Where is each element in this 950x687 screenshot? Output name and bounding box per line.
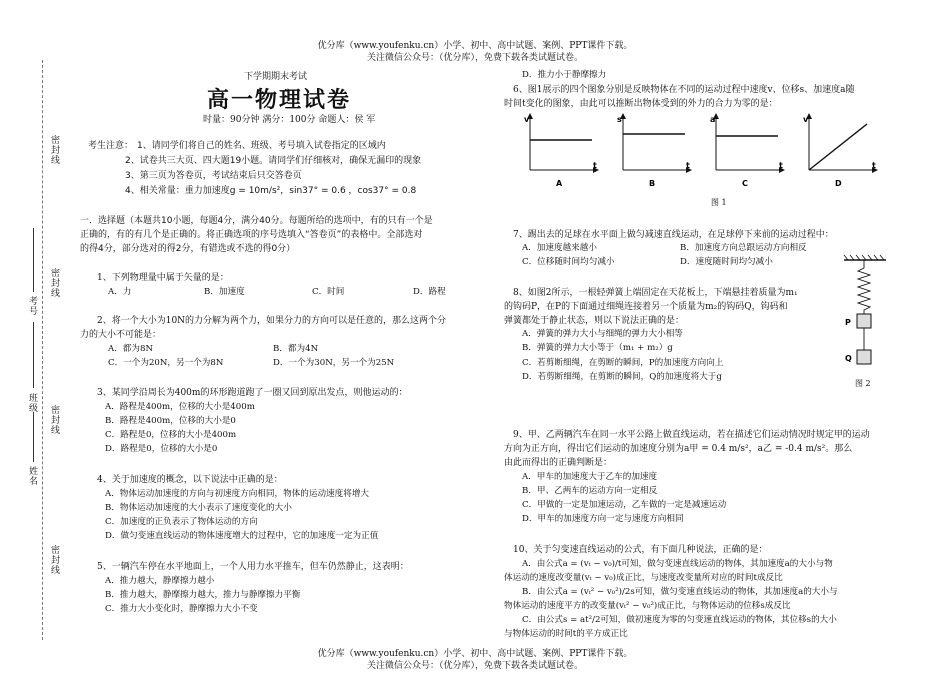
graph-a-label: A [556,179,563,188]
q3-option-c: C．路程是0，位移的大小是400m [105,430,237,440]
q3-option-a: A．路程是400m，位移的大小是400m [105,402,255,412]
seal-label-2: 密封线 [49,268,59,298]
q2-stem-2: 力的大小不可能是： [80,330,162,340]
section1-line-1: 一．选择题（本题共10小题，每题4分，满分40分。每题所给的选项中，有的只有一个是 [80,216,433,226]
q4-stem: 4、关于加速度的概念，以下说法中正确的是： [97,475,283,485]
name-label: 姓名 [27,466,37,486]
q8-stem-3: 弹簧都处于静止状态，则以下说法正确的是： [504,316,685,326]
figure1-caption: 图 1 [711,198,727,207]
graph-d [803,115,876,188]
note-2: 2、试卷共三大页、四大题19小题。请同学们仔细核对，确保无漏印的现象 [125,156,422,166]
figure2-caption: 图 2 [855,379,871,388]
header-line-1: 优分库（www.youfenku.cn）小学、初中、高中试题、案例、PPT课件下载。 [317,41,633,51]
seal-label-1: 密封线 [49,135,59,165]
graph-a-t: t [593,161,597,170]
q8-option-b: B．弹簧的弹力大小等于（m₁ + m₂）g [522,343,673,353]
graph-d-label: D [835,179,842,188]
mass-p-label: P [845,318,851,327]
graph-c-t: t [779,161,783,170]
q2-option-d: D．一个为30N，另一个为25N [273,358,395,368]
mass-q-label: Q [845,354,852,363]
q9-option-a: A．甲车的加速度大于乙车的加速度 [522,472,658,482]
q1-option-c: C．时间 [312,287,345,297]
note-1: 1、请同学们将自己的姓名、班级、考号填入试卷指定的区域内 [137,141,386,151]
q5-option-c: C．推力大小变化时，静摩擦力大小不变 [105,604,258,614]
q8-stem-2: 的钩码P，在P的下面通过细绳连接着另一个质量为m₂的钩码Q，钩码和 [504,302,788,312]
q10-option-a-2: 体运动的速度改变量(vₜ − v₀)成正比，与速度改变量所对应的时间t成反比 [504,573,783,583]
q5-option-b: B．推力越大，静摩擦力越大，推力与静摩擦力平衡 [105,590,301,600]
graph-b [617,115,690,188]
footer-line-1: 优分库（www.youfenku.cn）小学、初中、高中试题、案例、PPT课件下载。 [317,649,633,659]
notes-heading: 考生注意： [88,141,134,151]
q10-option-b-1: B．由公式a = (vₜ² − v₀²)/2s可知，做匀变速直线运动的物体，其加速度a的大小与 [522,587,838,597]
q3-stem: 3、某同学沿周长为400m的环形跑道跑了一圈又回到原出发点，则他运动的： [97,388,408,398]
graph-c-label: C [742,179,748,188]
q10-option-c-2: 与物体运动的时间t的平方成正比 [504,629,628,639]
q2-option-a: A．都为8N [108,344,153,354]
q8-option-a: A．弹簧的弹力大小与细绳的弹力大小相等 [522,329,683,339]
q5-stem: 5、一辆汽车停在水平地面上，一个人用力水平推车，但车仍然静止，这表明： [97,562,409,572]
graph-c [710,115,783,188]
q2-option-c: C．一个为20N，另一个为8N [108,358,224,368]
q7-option-a: A．加速度越来越小 [522,243,597,253]
q9-stem-1: 9、甲、乙两辆汽车在同一水平公路上做直线运动，若在描述它们运动情况时规定甲的运动 [513,430,870,440]
section1-line-2: 正确的，有的有几个是正确的。将正确选项的序号选填入“答卷页”的表格中。全部选对 [80,230,423,240]
seal-label-3: 密封线 [49,405,59,435]
q7-option-d: D．速度随时间均匀减小 [680,257,773,267]
q1-option-a: A．力 [108,287,132,297]
exam-no-label: 考号 [27,296,37,316]
q7-option-b: B．加速度方向总跟运动方向相反 [680,243,807,253]
q9-option-b: B．甲、乙两车的运动方向一定相反 [522,486,658,496]
graph-d-axis: v [803,115,809,124]
graph-d-line [809,124,867,170]
class-field[interactable] [33,322,34,388]
figure1-graphs [522,110,882,196]
q1-stem: 1、下列物理量中属于矢量的是： [97,273,229,283]
exam-title: 高一物理试卷 [207,88,352,113]
q9-stem-3: 由此而得出的正确判断是： [504,458,613,468]
q3-option-b: B．路程是400m，位移的大小是0 [105,416,236,426]
q6-stem-1: 6、图1展示的四个图象分别是反映物体在不同的运动过程中速度v、位移s、加速度a随 [513,85,855,95]
q4-option-c: C．加速度的正负表示了物体运动的方向 [105,517,258,527]
exam-no-field[interactable] [33,228,34,292]
q10-option-a-1: A．由公式a = (vₜ − v₀)/t可知，做匀变速直线运动的物体，其加速度a的大小与物 [522,559,833,569]
q10-option-b-2: 物体运动的速度平方的改变量(vₜ² − v₀²)成正比，与物体运动的位移s成反比 [504,601,791,611]
q10-option-c-1: C．由公式s = at²/2可知，做初速度为零的匀变速直线运动的物体，其位移s的大小 [522,615,837,625]
spring [858,260,870,314]
graph-b-t: t [686,161,690,170]
mass-q [857,350,871,364]
q10-stem: 10、关于匀变速直线运动的公式，有下面几种说法，正确的是： [513,545,768,555]
q8-option-c: C．若剪断细绳，在剪断的瞬间，P的加速度方向向上 [522,358,724,368]
q9-option-c: C．甲做的一定是加速运动，乙车做的一定是减速运动 [522,500,727,510]
exam-subtitle: 下学期期末考试 [244,72,308,82]
section1-line-3: 的得4分，部分选对的得2分，有错选或不选的得0分） [80,244,296,254]
q1-option-d: D．路程 [413,287,446,297]
seal-dashed-line [42,60,43,640]
q3-option-d: D．路程是0，位移的大小是0 [105,444,218,454]
q8-stem-1: 8、如图2所示，一根轻弹簧上端固定在天花板上，下端悬挂着质量为m₁ [513,288,798,298]
graph-a [524,115,597,188]
header-line-2: 关注微信公众号：（优分库），免费下载各类试题试卷。 [366,53,583,63]
q2-option-b: B．都为4N [273,344,319,354]
class-label: 班级 [27,393,37,413]
q5-option-a: A．推力越大，静摩擦力越小 [105,576,215,586]
q9-option-d: D．甲车的加速度方向一定与速度方向相同 [522,514,684,524]
note-4: 4、相关常量：重力加速度g = 10m/s²，sin37° = 0.6 ，cos37° = 0.8 [125,186,417,196]
q7-option-c: C．位移随时间均匀减小 [522,257,615,267]
q7-stem: 7、踢出去的足球在水平面上做匀减速直线运动，在足球停下来前的运动过程中： [513,230,834,240]
mass-p [857,314,871,328]
figure2-spring-diagram [840,254,890,389]
footer-line-2: 关注微信公众号：（优分库），免费下载各类试题试卷。 [366,661,583,671]
seal-label-4: 密封线 [49,545,59,575]
graph-d-t: t [872,161,876,170]
q4-option-b: B．物体运动加速度的大小表示了速度变化的大小 [105,503,292,513]
q6-stem-2: 时间t变化的图象，由此可以推断出物体受到的外力的合力为零的是： [504,99,778,109]
q2-stem-1: 2、将一个大小为10N的力分解为两个力，如果分力的方向可以是任意的，那么这两个分 [97,316,447,326]
graph-a-axis: v [524,115,530,124]
graph-b-label: B [649,179,656,188]
q8-option-d: D．若剪断细绳，在剪断的瞬间，Q的加速度将大于g [522,372,722,382]
q9-stem-2: 方向为正方向，得出它们运动的加速度分别为a甲 = 0.4 m/s²，a乙 = -0.4 m/s²。那么 [504,444,853,454]
q5-option-d: D．推力小于静摩擦力 [522,70,607,80]
graph-b-axis: s [617,115,622,124]
graph-c-axis: a [710,115,716,124]
q4-option-d: D．做匀变速直线运动的物体速度增大的过程中，它的加速度一定为正值 [105,531,379,541]
exam-meta: 时量：90分钟 满分：100分 命题人：侯 军 [203,115,376,125]
q1-option-b: B．加速度 [204,287,245,297]
note-3: 3、第三页为答卷页，考试结束后只交答卷页 [125,171,302,181]
name-field[interactable] [33,412,34,462]
q4-option-a: A．物体运动加速度的方向与初速度方向相同，物体的运动速度将增大 [105,489,370,499]
